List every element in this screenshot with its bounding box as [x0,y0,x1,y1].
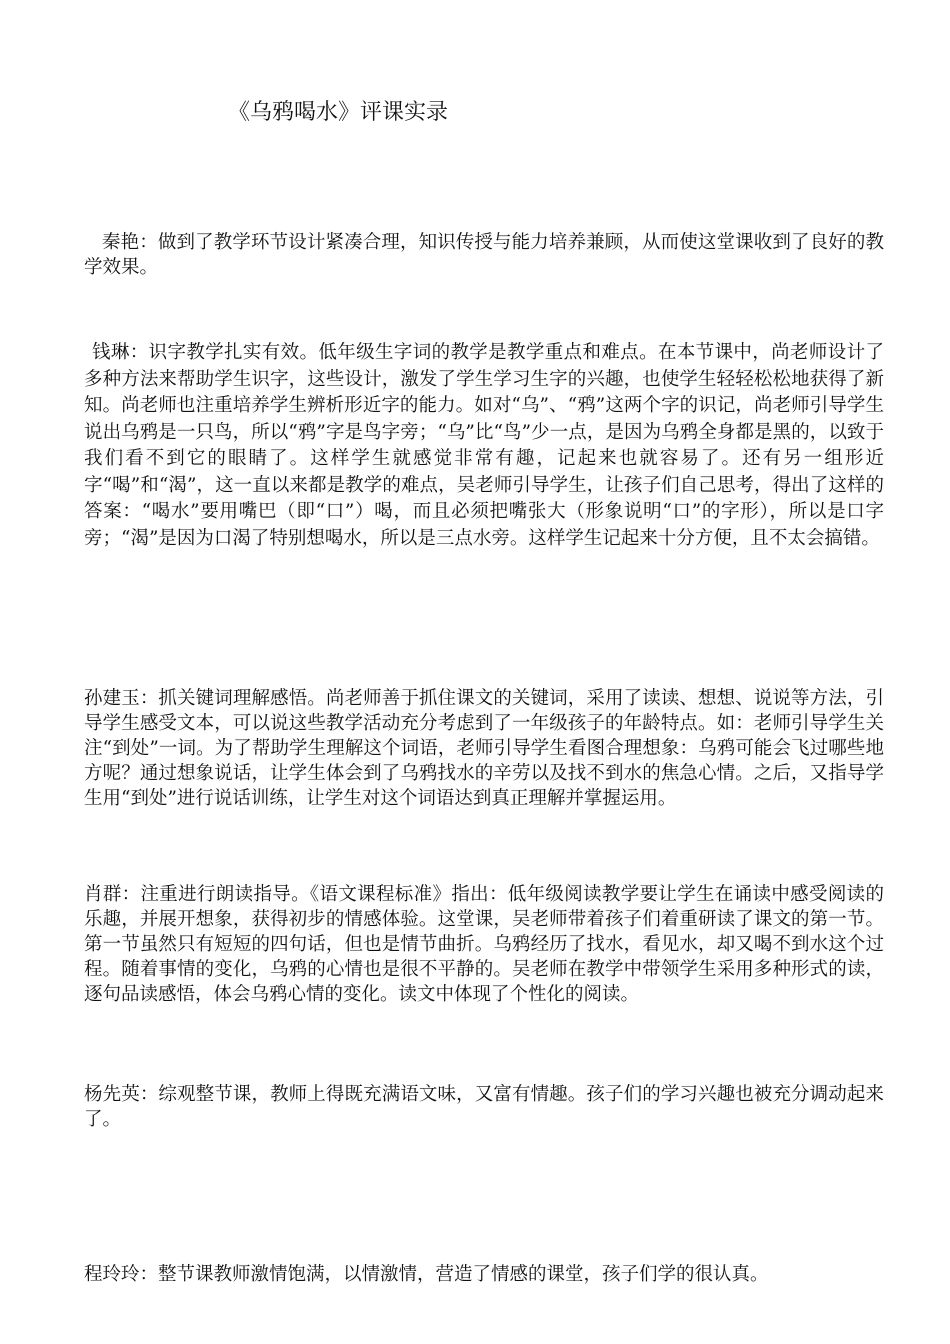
comment-paragraph-xiao-qun: 肖群：注重进行朗读指导。《语文课程标准》指出：低年级阅读教学要让学生在诵读中感受阅读的乐趣，并展开想象，获得初步的情感体验。这堂课，吴老师带着孩子们着重研读了课文的第一节。第一节虽然只有短短的四句话，但也是情节曲折。乌鸦经历了找水，看见水，却又喝不到水这个过程。随着事情的变化，乌鸦的心情也是很不平静的。吴老师在教学中带领学生采用多种形式的读，逐句品读感悟，体会乌鸦心情的变化。读文中体现了个性化的阅读。 [84,884,884,1005]
document-title: 《乌鸦喝水》评课实录 [228,100,449,125]
comment-paragraph-yang-xianying: 杨先英：综观整节课，教师上得既充满语文味，又富有情趣。孩子们的学习兴趣也被充分调动起来了。 [84,1084,884,1130]
comment-paragraph-qin-yan: 秦艳：做到了教学环节设计紧凑合理，知识传授与能力培养兼顾，从而使这堂课收到了良好的教学效果。 [84,232,884,278]
comment-paragraph-qian-lin: 钱琳：识字教学扎实有效。低年级生字词的教学是教学重点和难点。在本节课中，尚老师设计了多种方法来帮助学生识字，这些设计，激发了学生学习生字的兴趣，也使学生轻轻松松地获得了新知。尚老师也注重培养学生辨析形近字的能力。如对“乌”、“鸦”这两个字的识记，尚老师引导学生说出乌鸦是一只鸟，所以“鸦”字是鸟字旁；“乌”比“鸟”少一点，是因为乌鸦全身都是黑的，以致于我们看不到它的眼睛了。这样学生就感觉非常有趣，记起来也就容易了。还有另一组形近字“喝”和“渴”，这一直以来都是教学的难点，吴老师引导学生，让孩子们自己思考，得出了这样的答案：“喝水”要用嘴巴（即“口”）喝，而且必须把嘴张大（形象说明“口”的字形），所以是口字旁；“渴”是因为口渴了特别想喝水，所以是三点水旁。这样学生记起来十分方便，且不太会搞错。 [84,342,884,549]
comment-paragraph-cheng-lingling: 程玲玲：整节课教师激情饱满，以情激情，营造了情感的课堂，孩子们学的很认真。 [84,1264,769,1285]
comment-paragraph-sun-jianyu: 孙建玉：抓关键词理解感悟。尚老师善于抓住课文的关键词，采用了读读、想想、说说等方法，引导学生感受文本，可以说这些教学活动充分考虑到了一年级孩子的年龄特点。如：老师引导学生关注“到处”一词。为了帮助学生理解这个词语，老师引导学生看图合理想象：乌鸦可能会飞过哪些地方呢？通过想象说话，让学生体会到了乌鸦找水的辛劳以及找不到水的焦急心情。之后，又指导学生用“到处”进行说话训练，让学生对这个词语达到真正理解并掌握运用。 [84,688,884,809]
